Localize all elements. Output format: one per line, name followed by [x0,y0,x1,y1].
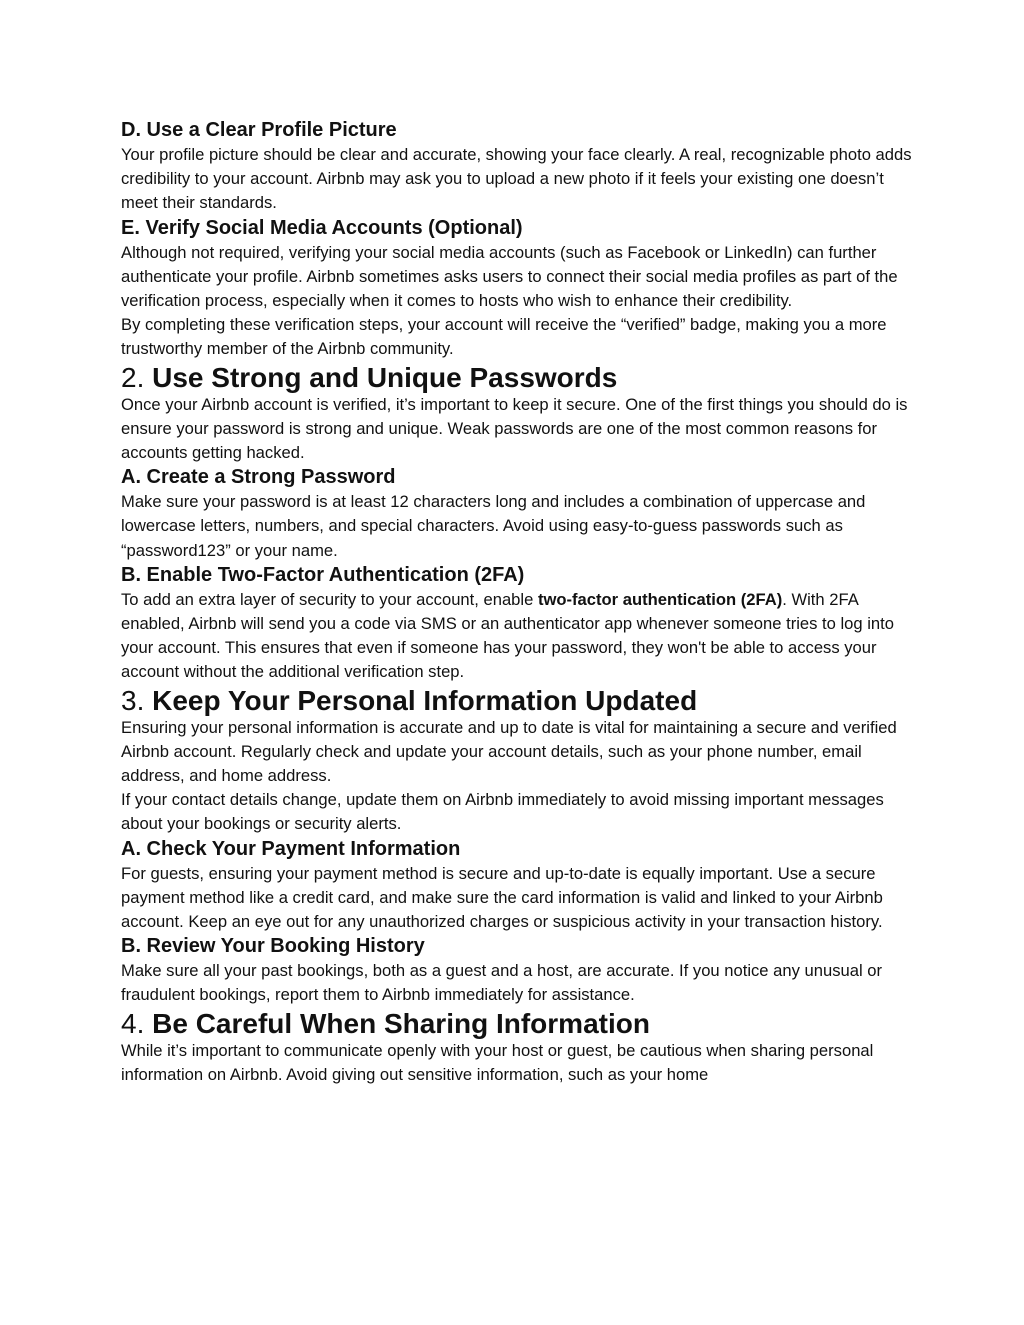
paragraph-4-1: While it’s important to communicate openly with your host or guest, be cautious when sharing personal information on Airbnb. Avoid giving out sensitive information, such as your home [121,1040,874,1084]
section-number: 4. [121,1007,145,1039]
paragraph-3b-1: Make sure all your past bookings, both as a guest and a host, are accurate. If you notice any unusual or fraudulent bookings, report them to Airbnb immediately for assistance. [121,961,883,1005]
section-title: Keep Your Personal Information Updated [152,684,698,716]
heading-d-profile-picture: D. Use a Clear Profile Picture [121,119,397,141]
paragraph-e-1: Although not required, verifying your social media accounts (such as Facebook or LinkedIn) can further authenticate your profile. Airbnb sometimes asks users to connect their social media profiles as part of the verification process, especially when it comes to hosts who wish to enhance their credibility. [121,242,898,311]
paragraph-3a-1: For guests, ensuring your payment method is secure and up-to-date is equally important. Use a secure payment method like a credit card, and make sure the card information is valid and linked to your Airbnb account. Keep an eye out for any unauthorized charges or suspicious activity in your transaction history. [121,863,883,932]
section-number: 3. [121,684,145,716]
text-run: To add an extra layer of security to your account, enable [121,589,538,609]
section-title: Use Strong and Unique Passwords [152,361,618,393]
paragraph-e-2: By completing these verification steps, your account will receive the “verified” badge, making you a more trustworthy member of the Airbnb community. [121,315,887,359]
paragraph-3-1: Ensuring your personal information is accurate and up to date is vital for maintaining a secure and verified Airbnb account. Regularly check and update your account details, such as your phone number, email address, and home address. [121,717,897,786]
heading-3b-booking-history: B. Review Your Booking History [121,935,425,958]
section-number: 2. [121,361,145,393]
paragraph-2a-1: Make sure your password is at least 12 characters long and includes a combination of uppercase and lowercase letters, numbers, and special characters. Avoid using easy-to-guess passwords such as “password123” or your name. [121,492,866,560]
paragraph-d-1: Your profile picture should be clear and accurate, showing your face clearly. A real, recognizable photo adds credibility to your account. Airbnb may ask you to upload a new photo if it feels your existing one doesn’t meet their standards. [121,145,912,213]
heading-e-social-media: E. Verify Social Media Accounts (Optional) [121,216,523,239]
heading-section-4 [121,1008,921,1039]
heading-2a-strong-password: A. Create a Strong Password [121,466,396,489]
heading-2b-two-factor: B. Enable Two-Factor Authentication (2FA) [121,563,525,586]
heading-3a-payment: A. Check Your Payment Information [121,837,461,860]
heading-section-3 [121,685,921,716]
text-run: . With 2FA enabled, Airbnb will send you a code via SMS or an authenticator app whenever someone tries to log into your account. This ensures that even if someone has your password, they won't be able to access your account without the additional verification step. [121,589,895,682]
paragraph-3-2: If your contact details change, update them on Airbnb immediately to avoid missing important messages about your bookings or security alerts. [121,790,884,834]
document-page [121,118,921,1087]
paragraph-2b-1 [121,588,921,685]
section-title: Be Careful When Sharing Information [152,1007,650,1039]
bold-term: two-factor authentication (2FA) [537,589,783,609]
paragraph-2-1: Once your Airbnb account is verified, it’s important to keep it secure. One of the first things you should do is ensure your password is strong and unique. Weak passwords are one of the most common reasons for accounts getting hacked. [121,394,908,463]
heading-section-2 [121,362,921,393]
